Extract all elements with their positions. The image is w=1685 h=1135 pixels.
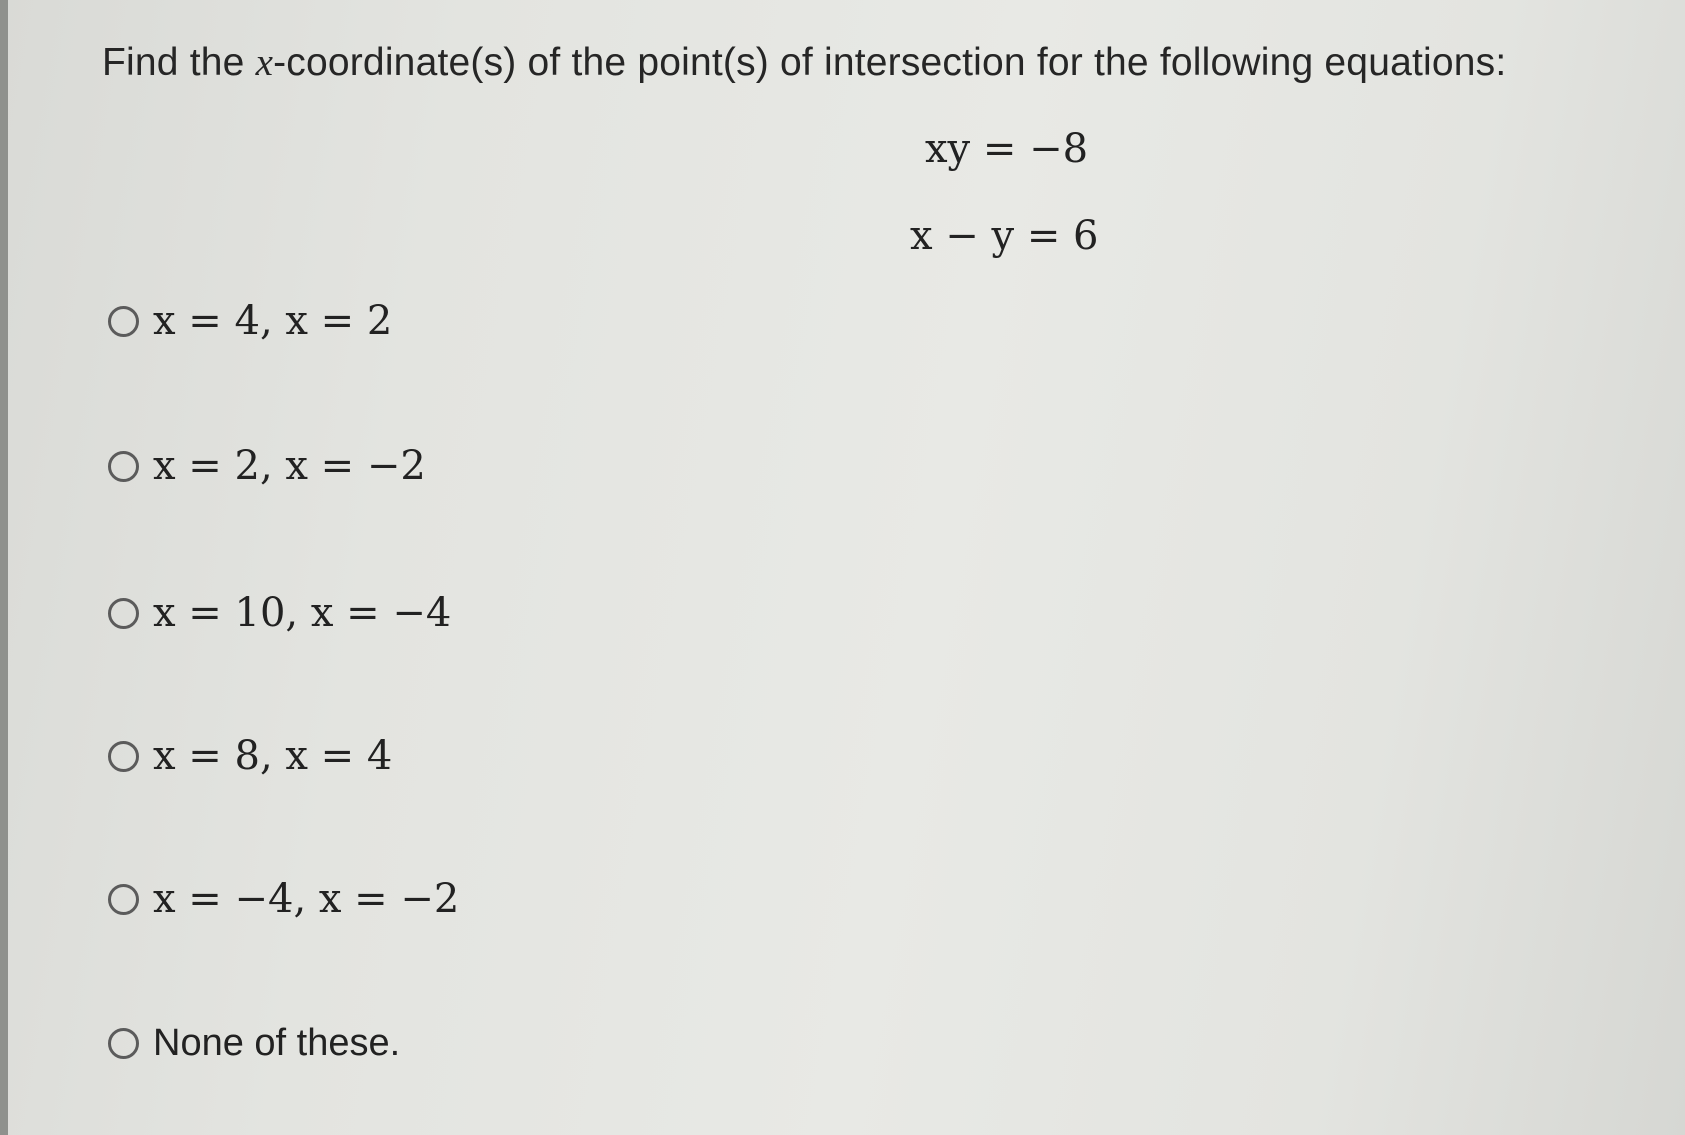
option-label: x = 4, x = 2 xyxy=(153,298,393,344)
radio-button-icon[interactable] xyxy=(108,1028,139,1059)
radio-button-icon[interactable] xyxy=(108,884,139,915)
option-label: x = 8, x = 4 xyxy=(153,733,393,779)
answer-option-2[interactable] xyxy=(108,441,426,491)
option-label: None of these. xyxy=(153,1021,401,1064)
radio-button-icon[interactable] xyxy=(108,451,139,482)
question-prefix: Find the xyxy=(102,41,256,84)
question-text xyxy=(102,40,1506,85)
answer-option-6[interactable] xyxy=(108,1018,400,1068)
radio-button-icon[interactable] xyxy=(108,741,139,772)
equation-2: x − y = 6 xyxy=(910,213,1099,259)
option-label: x = 10, x = −4 xyxy=(153,590,452,636)
question-suffix: -coordinate(s) of the point(s) of intersection for the following equations: xyxy=(273,41,1507,84)
question-variable: x xyxy=(255,41,274,84)
radio-button-icon[interactable] xyxy=(108,306,139,337)
equation-1: xy = −8 xyxy=(925,126,1089,172)
answer-option-1[interactable] xyxy=(108,296,392,346)
radio-button-icon[interactable] xyxy=(108,598,139,629)
answer-option-4[interactable] xyxy=(108,731,392,781)
option-label: x = −4, x = −2 xyxy=(153,876,460,922)
answer-option-3[interactable] xyxy=(108,588,451,638)
photo-edge xyxy=(0,0,8,1135)
answer-option-5[interactable] xyxy=(108,874,459,924)
option-label: x = 2, x = −2 xyxy=(153,443,426,489)
